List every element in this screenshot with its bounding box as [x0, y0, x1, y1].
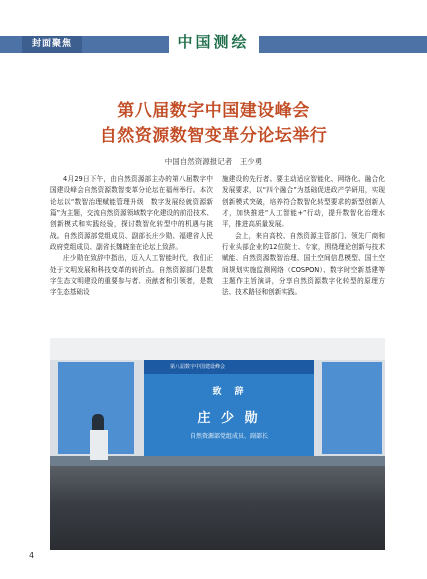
screen-speaker-role: 自然资源部党组成员、副部长: [189, 433, 268, 440]
paragraph: 庄少勋在致辞中指出，迈入人工智能时代，我们正处于文明发展和科技变革的转折点。自然资源部门是数字生态文明建设的重要参与者、贡献者和引领者，是数字生态基础设: [50, 254, 213, 297]
screen-speaker-name: 庄 少 勋: [197, 411, 261, 426]
ceiling: [50, 338, 385, 360]
article-byline: 中国自然资源报记者 王少勇: [164, 157, 263, 166]
article-column-left: [50, 174, 213, 299]
paragraph: 会上，来自高校、自然资源主管部门、领先厂商和行业头部企业的12位院士、专家，围绕理论创新与技术赋能、自然资源数智治理、国土空间信息模型、国土空间规划实施监测网络（COSPON）、数字时空新基建等主题作主旨演讲，分享自然资源数字化转型的原理方法、技术路径和创新实践。: [222, 231, 385, 297]
paragraph: 施建设的先行者。要主动适应智能化、网络化、融合化发展要求，以“四个融合”为基础促进政产学研用，实现创新模式突破，培养符合数智化转型要求的新型创新人才，加快推进“人工智能+”行动，提升数智化治理水平，推进高质量发展。: [222, 175, 385, 229]
audience: [50, 466, 385, 550]
article-column-right: [222, 174, 385, 299]
forum-photo: [50, 338, 385, 550]
screen-heading: 致 辞: [212, 387, 246, 397]
side-screen-right: [322, 362, 382, 454]
podium: [90, 430, 108, 460]
paragraph: 4月29日下午，由自然资源部主办的第八届数字中国建设峰会自然资源数智变革分论坛在福州举行。本次论坛以“数智治理赋能管理升级 数字发展经就资源新篇”为主题，交流自然资源领域数字化建设的前沿技术、创新模式和实践经验，探讨数智化转型中的机遇与挑战。自然资源部党组成员、副部长庄少勋、福建省人民政府党组成员、副省长魏晓奎在论坛上致辞。: [50, 175, 213, 252]
stage-screen: [144, 360, 314, 458]
page-number: 4: [29, 551, 35, 560]
section-tag: 封面聚焦: [22, 36, 82, 53]
masthead-logo: 中国测绘: [169, 31, 259, 53]
article-title-line2: 自然资源数智变革分论坛举行: [99, 126, 328, 146]
screen-event-title: 第八届数字中国建设峰会: [170, 364, 226, 370]
article-title-line1: 第八届数字中国建设峰会: [117, 101, 310, 121]
